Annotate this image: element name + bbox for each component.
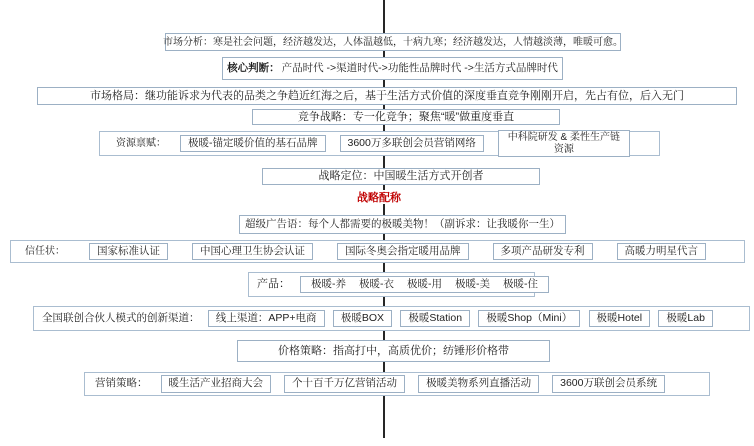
marketing-item-conference	[161, 375, 272, 393]
trust-item-text: 多项产品研发专利	[500, 244, 585, 257]
market-pattern-box	[37, 87, 737, 105]
product-item: 极暖-衣	[359, 277, 394, 290]
product-item: 极暖-养	[311, 277, 346, 290]
resource-item-text: 中科院研发 & 柔性生产链资源	[507, 132, 620, 155]
channel-item-text: 极暖Station	[408, 311, 463, 324]
market-pattern-text: 市场格局：继功能诉求为代表的品类之争趋近红海之后，基于生活方式价值的深度垂直竞争刚刚开启，先占有位，后入无门	[90, 89, 684, 102]
market-analysis-text: 市场分析：寒是社会问题，经济越发达，人体温越低，十病九寒；经济越发达，人情越淡薄，唯暖可愈。	[163, 36, 623, 48]
trust-item-celebrity	[617, 243, 707, 261]
products-label: 产品：	[257, 278, 290, 291]
channel-item-text: 极暖Shop（Mini）	[486, 311, 573, 324]
competition-strategy-box	[252, 109, 560, 125]
core-judgment-label: 核心判断：	[227, 61, 280, 74]
resource-item-text: 3600万多联创会员营销网络	[347, 136, 476, 149]
pricing-box	[237, 340, 550, 362]
marketing-item-text: 3600万联创会员系统	[560, 377, 657, 390]
trust-item-text: 中国心理卫生协会认证	[200, 244, 305, 257]
channel-item-shop	[478, 310, 580, 328]
trust-item-text: 国际冬奥会指定暖用品牌	[345, 244, 461, 257]
resources-row	[99, 131, 660, 156]
channels-row	[33, 306, 750, 331]
trust-row	[10, 240, 745, 263]
trust-item-olympics	[337, 243, 469, 261]
strategy-match-label	[336, 190, 422, 204]
trust-label: 信任状：	[25, 246, 65, 257]
channel-item-text: 极暖Lab	[666, 311, 705, 324]
marketing-row	[84, 372, 710, 396]
product-item: 极暖-用	[407, 277, 442, 290]
trust-item-patents	[493, 243, 593, 261]
marketing-label: 营销策略：	[95, 377, 148, 390]
trust-item-text: 国家标准认证	[97, 244, 160, 257]
channel-item-hotel	[589, 310, 651, 328]
market-analysis-box	[165, 33, 621, 51]
slogan-text: 超级广告语：每个人都需要的极暖美物！（副诉求：让我暖你一生）	[245, 217, 560, 230]
marketing-item-membership	[552, 375, 665, 393]
pricing-text: 价格策略：指高打中，高质优价；纺锤形价格带	[278, 344, 509, 357]
channel-item-online	[208, 310, 325, 328]
resource-item-brand	[180, 135, 326, 153]
resource-item-rnd	[498, 130, 630, 157]
resources-label: 资源禀赋：	[116, 138, 166, 149]
core-judgment-text: 产品时代 ->渠道时代->功能性品牌时代 ->生活方式品牌时代	[281, 61, 558, 74]
channel-item-text: 极暖BOX	[340, 311, 385, 324]
marketing-item-text: 暖生活产业招商大会	[168, 377, 264, 390]
marketing-item-text: 个十百千万亿营销活动	[292, 377, 398, 390]
resource-item-text: 极暖-锚定暖价值的基石品牌	[188, 136, 318, 149]
trust-item-text: 高暖力明星代言	[624, 244, 698, 257]
core-judgment-box	[222, 57, 563, 80]
products-list-box	[300, 276, 549, 294]
product-item: 极暖-美	[455, 277, 490, 290]
channel-item-station	[400, 310, 470, 328]
resource-item-network	[340, 135, 484, 153]
strategy-match-text: 战略配称	[357, 192, 401, 204]
slogan-box	[239, 215, 566, 234]
trust-item-national-standard	[89, 243, 168, 261]
channel-item-text: 极暖Hotel	[596, 311, 643, 324]
channels-label: 全国联创合伙人模式的创新渠道：	[42, 311, 200, 324]
product-item: 极暖-住	[503, 277, 538, 290]
channel-item-box	[333, 310, 392, 328]
trust-item-mental-health	[192, 243, 313, 261]
competition-strategy-text: 竞争战略：专一化竞争；聚焦“暖”做重度垂直	[297, 110, 515, 123]
marketing-item-livestream	[418, 375, 539, 393]
positioning-box	[262, 168, 540, 185]
marketing-item-text: 极暖美物系列直播活动	[426, 377, 532, 390]
products-row	[248, 272, 538, 297]
marketing-item-campaign	[284, 375, 405, 393]
positioning-text: 战略定位：中国暖生活方式开创者	[318, 170, 484, 183]
channel-item-text: 线上渠道：APP+电商	[215, 311, 317, 324]
channel-item-lab	[658, 310, 713, 328]
